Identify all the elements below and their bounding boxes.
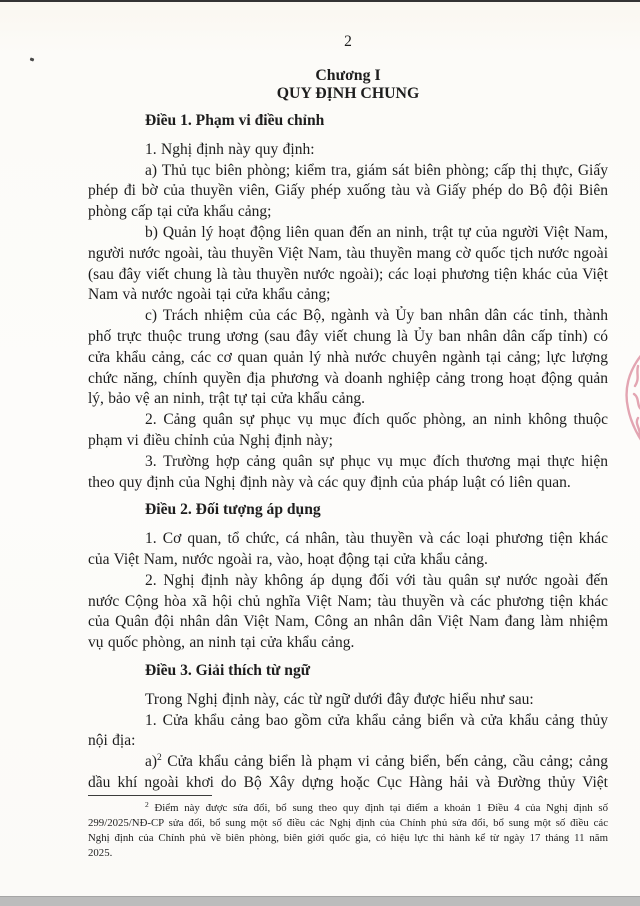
scan-top-edge: [0, 0, 640, 2]
footnote-divider-line: [88, 795, 212, 796]
point-a-text: Cửa khẩu cảng biển là phạm vi cảng biển, bến cảng, cầu cảng; cảng dầu khí ngoài khơi do Bộ Xây dựng hoặc Cục Hàng hải và Đường thủy Việt: [88, 753, 608, 791]
point-a-marker: a): [145, 753, 158, 771]
red-seal-fragment-icon: [614, 348, 640, 452]
chapter-label: Chương I: [315, 67, 381, 84]
page-number: 2: [344, 33, 352, 50]
footnote-text: [88, 801, 608, 861]
article-1-heading: Điều 1. Phạm vi điều chỉnh: [145, 112, 325, 129]
article-1-clause-1: 1. Nghị định này quy định:: [145, 140, 315, 158]
article-3-clause-1: 1. Cửa khẩu cảng bao gồm cửa khẩu cảng biển và cửa khẩu cảng thủy nội địa:: [88, 711, 608, 750]
chapter-title: QUY ĐỊNH CHUNG: [276, 85, 420, 102]
article-2-clause-1: 1. Cơ quan, tổ chức, cá nhân, tàu thuyền và các loại phương tiện khác của Việt Nam, nước ngoài ra, vào, hoạt động tại cửa khẩu cảng.: [88, 530, 608, 568]
footnote-area: [88, 795, 608, 861]
footnote-marker: 2: [145, 800, 149, 809]
chapter-block: [88, 67, 608, 103]
article-1-clause-3: 3. Trường hợp cảng quân sự phục vụ mục đích thương mại thực hiện theo quy định của Nghị định này và các quy định của pháp luật có liên quan.: [88, 452, 608, 491]
article-3-intro: Trong Nghị định này, các từ ngữ dưới đây được hiểu như sau:: [145, 690, 534, 708]
article-2-heading: Điều 2. Đối tượng áp dụng: [145, 501, 321, 519]
document-body: [88, 67, 608, 794]
article-3-heading: Điều 3. Giải thích từ ngữ: [145, 661, 311, 679]
article-1-point-b: b) Quản lý hoạt động liên quan đến an ninh, trật tự của người Việt Nam, người nước ngoài, tàu thuyền Việt Nam, tàu thuyền mang cờ quốc tịch nước ngoài (sau đây viết chung là tàu thuyền nước ngoài); các loại phương tiện khác của Việt Nam và nước ngoài tại cửa khẩu cảng;: [88, 223, 608, 304]
article-2-clause-2: 2. Nghị định này không áp dụng đối với tàu quân sự nước ngoài đến nước Cộng hòa xã hội chủ nghĩa Việt Nam; tàu thuyền và các phương tiện khác của Quân đội nhân dân Việt Nam, Công an nhân dân Việt Nam đang làm nhiệm vụ quốc phòng, an ninh tại cửa khẩu cảng.: [88, 571, 608, 652]
article-1-point-c: c) Trách nhiệm của các Bộ, ngành và Ủy ban nhân dân các tỉnh, thành phố trực thuộc trung ương (sau đây viết chung là Ủy ban nhân dân cấp tỉnh) có cửa khẩu cảng, các cơ quan quản lý nhà nước chuyên ngành tại cảng; lực lượng chức năng, chính quyền địa phương và doanh nghiệp cảng trong hoạt động quản lý, bảo vệ an ninh, trật tự tại cửa khẩu cảng.: [88, 307, 608, 408]
footnote-body: Điểm này được sửa đổi, bổ sung theo quy định tại điểm a khoản 1 Điều 4 của Nghị định số 299/2025/NĐ-CP sửa đổi, bổ sung một số điều các Nghị định của Chính phủ sửa đổi, bổ sung một số điều các Nghị định của Chính phủ về biên phòng, biên giới quốc gia, có hiệu lực thi hành kể từ ngày 17 tháng 11 năm 2025.: [88, 802, 608, 859]
article-1-clause-2: 2. Cảng quân sự phục vụ mục đích quốc phòng, an ninh không thuộc phạm vi điều chỉnh của Nghị định này;: [88, 411, 608, 449]
article-3-point-a: [88, 752, 608, 794]
footnote-ref-superscript: 2: [157, 753, 162, 764]
article-1-point-a: a) Thủ tục biên phòng; kiểm tra, giám sát biên phòng; cấp thị thực, Giấy phép đi bờ của thuyền viên, Giấy phép xuống tàu và Giấy phép do Bộ đội Biên phòng cấp tại cửa khẩu cảng;: [88, 161, 608, 221]
scan-bottom-edge: [0, 896, 640, 906]
ink-speck: [30, 57, 35, 61]
